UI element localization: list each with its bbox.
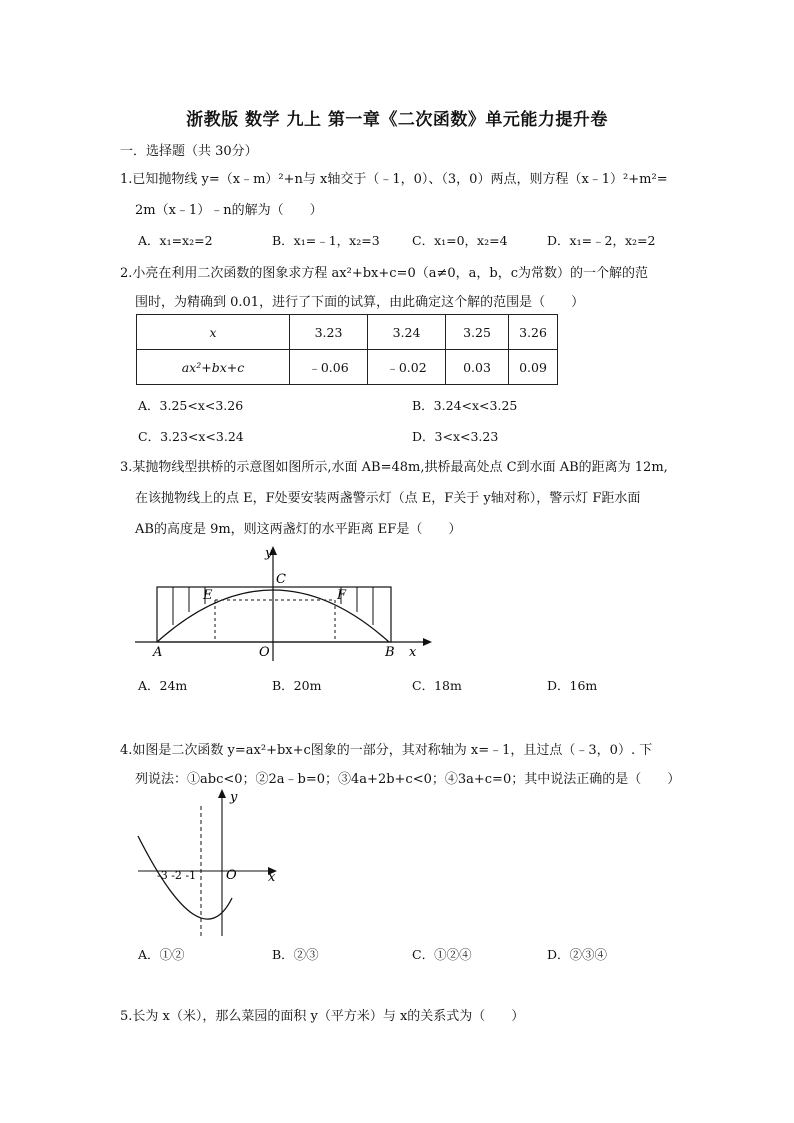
document-title: 浙教版 数学 九上 第一章《二次函数》单元能力提升卷	[186, 110, 608, 130]
q3-text-line3: AB的高度是 9m，则这两盏灯的水平距离 EF是（ ）	[135, 522, 462, 537]
figure-label: E	[203, 588, 213, 603]
figure-label: A	[153, 645, 163, 660]
q1-text-line1: 1.已知抛物线 y=（x﹣m）²+n与 x轴交于（﹣1，0）、（3，0）两点，则方程（x﹣1）²+m²=	[120, 172, 668, 187]
q1-option-a[interactable]: A．x₁=x₂=2	[138, 233, 213, 248]
x-axis-arrow-icon	[423, 638, 432, 646]
q4-option-a[interactable]: A．①②	[138, 947, 185, 962]
q1-option-b[interactable]: B．x₁=﹣1，x₂=3	[272, 233, 380, 248]
table-cell: ﹣0.02	[368, 350, 446, 385]
q5-text-line1: 5.长为 x（米），那么菜园的面积 y（平方米）与 x的关系式为（ ）	[120, 1009, 525, 1024]
figure-tick-labels: -3 -2 -1	[157, 869, 197, 882]
q4-text-line2: 列说法：①abc<0；②2a﹣b=0；③4a+2b+c<0；④3a+c=0；其中说法正确的是（ ）	[135, 772, 681, 787]
q2-text-line2: 围时，为精确到 0.01，进行了下面的试算，由此确定这个解的范围是（ ）	[135, 295, 585, 310]
q2-option-c[interactable]: C．3.23<x<3.24	[138, 429, 244, 444]
q1-text-line2: 2m（x﹣1）﹣n的解为（ ）	[135, 203, 323, 218]
section-heading: 一．选择题（共 30分）	[120, 144, 258, 159]
q4-parabola-figure	[132, 786, 282, 938]
figure-label: C	[276, 572, 286, 587]
q3-arch-bridge-figure	[135, 543, 435, 663]
table-row	[137, 350, 558, 385]
table-cell: ﹣0.06	[290, 350, 368, 385]
table-cell: 3.25	[446, 315, 509, 350]
q4-text-line1: 4.如图是二次函数 y=ax²+bx+c图象的一部分，其对称轴为 x=﹣1，且过点（﹣3，0）. 下	[120, 743, 653, 758]
table-cell: 0.03	[446, 350, 509, 385]
table-cell: ax²+bx+c	[137, 350, 290, 385]
q3-text-line2: 在该抛物线上的点 E，F处要安装两盏警示灯（点 E，F关于 y轴对称），警示灯 F距水面	[135, 491, 641, 506]
q2-text-line1: 2.小亮在利用二次函数的图象求方程 ax²+bx+c=0（a≠0，a，b，c为常数）的一个解的范	[120, 266, 648, 281]
figure-label: O	[259, 645, 270, 660]
figure-label: F	[337, 588, 347, 603]
q4-option-c[interactable]: C．①②④	[412, 947, 472, 962]
ef-dashed-lines	[215, 600, 335, 642]
table-cell: 3.26	[509, 315, 558, 350]
figure-label: y	[265, 546, 273, 561]
q3-option-a[interactable]: A．24m	[138, 678, 188, 693]
q2-option-b[interactable]: B．3.24<x<3.25	[412, 398, 518, 413]
q2-trial-table	[136, 314, 558, 385]
table-cell: 0.09	[509, 350, 558, 385]
q4-option-b[interactable]: B．②③	[272, 947, 319, 962]
q2-option-d[interactable]: D．3<x<3.23	[412, 429, 499, 444]
q3-option-d[interactable]: D．16m	[547, 678, 598, 693]
table-row	[137, 315, 558, 350]
table-cell: x	[137, 315, 290, 350]
figure-label: x	[268, 870, 276, 885]
table-cell: 3.24	[368, 315, 446, 350]
bridge-deck	[157, 587, 391, 642]
q3-text-line1: 3.某抛物线型拱桥的示意图如图所示,水面 AB=48m,拱桥最高处点 C到水面 AB的距离为 12m,	[120, 460, 668, 475]
q3-option-c[interactable]: C．18m	[412, 678, 462, 693]
q1-option-c[interactable]: C．x₁=0，x₂=4	[412, 233, 508, 248]
figure-label: x	[409, 645, 417, 660]
figure-label: O	[226, 868, 237, 883]
figure-label: B	[385, 645, 395, 660]
q1-option-d[interactable]: D．x₁=﹣2，x₂=2	[547, 233, 656, 248]
table-cell: 3.23	[290, 315, 368, 350]
q3-option-b[interactable]: B．20m	[272, 678, 322, 693]
q2-option-a[interactable]: A．3.25<x<3.26	[138, 398, 244, 413]
y-axis-arrow-icon	[218, 789, 226, 798]
q4-option-d[interactable]: D．②③④	[547, 947, 608, 962]
figure-label: y	[230, 790, 238, 805]
